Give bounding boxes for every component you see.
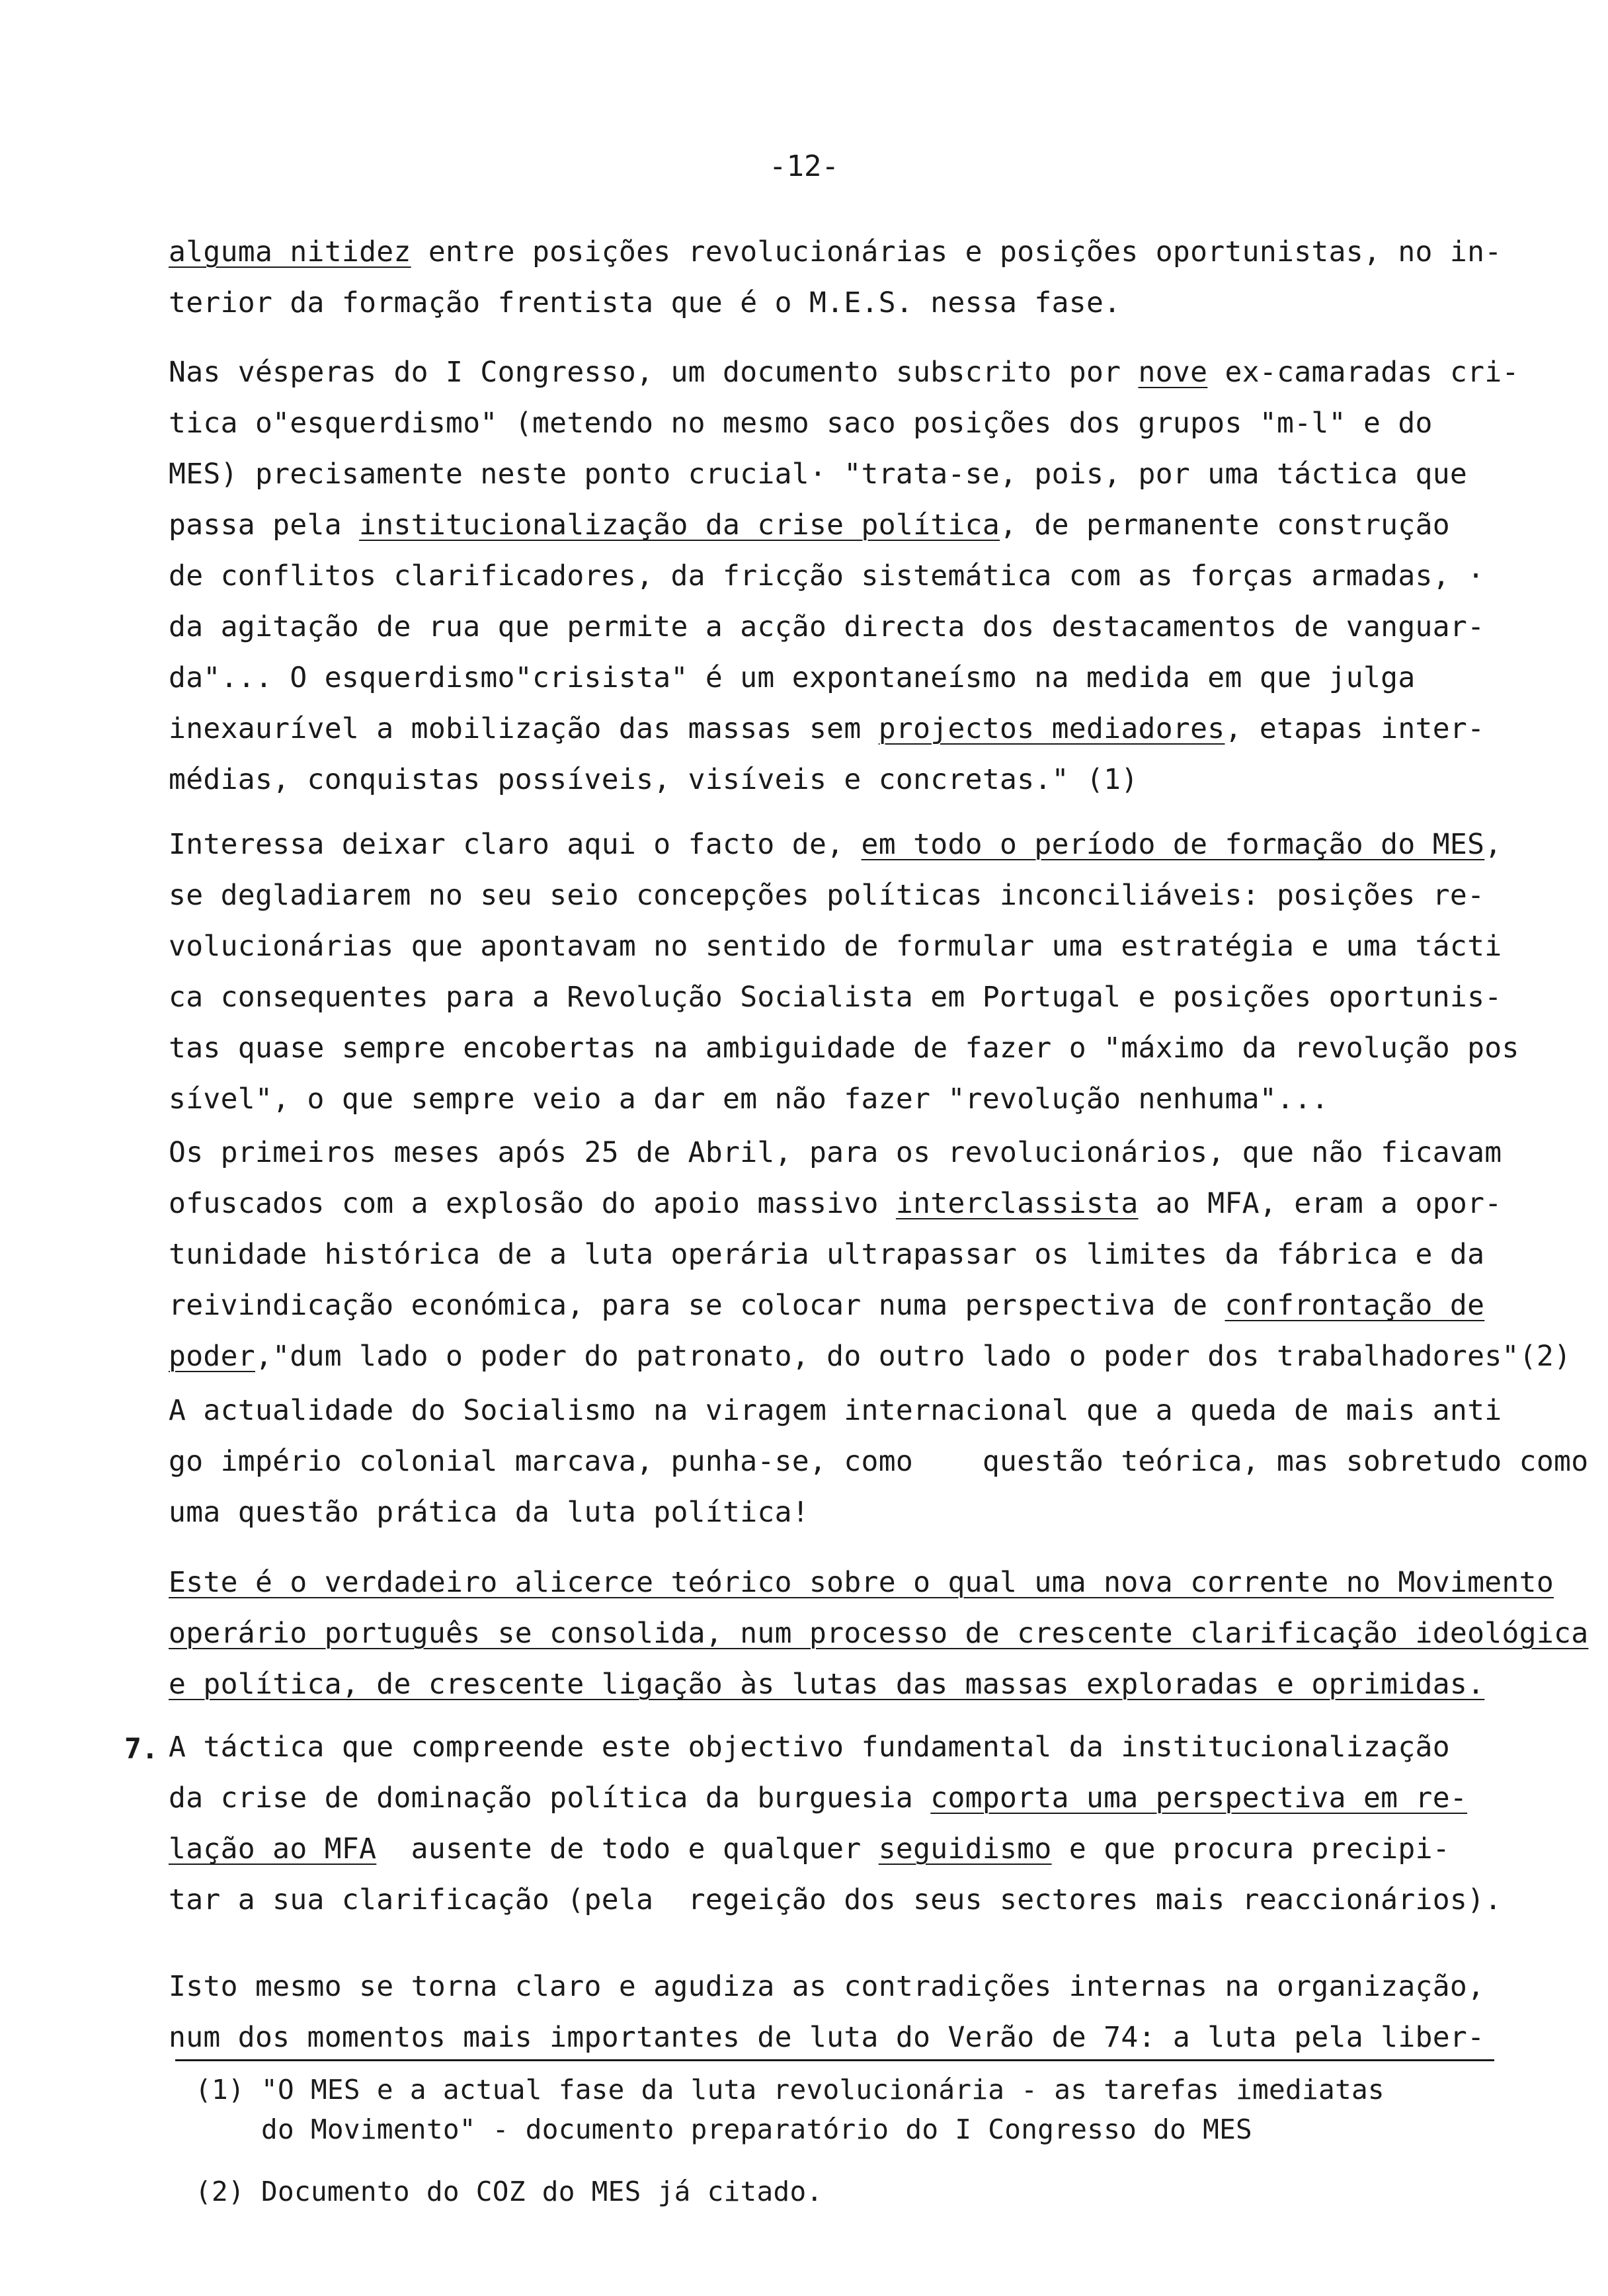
footnote-separator — [175, 2059, 1494, 2061]
text-segment: terior da formação frentista que é o M.E.S. nessa fase. — [169, 286, 1121, 319]
text-segment: de conflitos clarificadores, da fricção sistemática com as forças armadas, · — [169, 559, 1485, 593]
text-line — [169, 1280, 1511, 1331]
text-segment: tar a sua clarificação (pela regeição dos seus sectores mais reaccionários). — [169, 1883, 1502, 1916]
paragraph-5 — [169, 1385, 1589, 1538]
text-line — [169, 653, 1511, 704]
paragraph-4 — [169, 1128, 1572, 1382]
text-segment: ex-camaradas cri- — [1207, 356, 1519, 389]
underlined-text: institucionalização da crise política — [359, 509, 1000, 542]
underlined-text: seguidismo — [878, 1832, 1052, 1866]
underlined-text: confrontação de — [1225, 1289, 1485, 1322]
footnote-label: (2) — [195, 2176, 245, 2207]
text-line — [169, 704, 1511, 755]
text-segment: ca consequentes para a Revolução Socialista em Portugal e posições oportunis- — [169, 981, 1502, 1014]
item-7-paragraph-1 — [169, 1722, 1511, 1926]
text-line — [169, 227, 1511, 278]
text-segment: Isto mesmo se torna claro e agudiza as contradições internas na organização, — [169, 1970, 1485, 2003]
text-segment: tas quase sempre encobertas na ambiguidade de fazer o "máximo da revolução pos — [169, 1032, 1519, 1065]
text-segment: Interessa deixar claro aqui o facto de, — [169, 828, 862, 861]
text-segment: , de permanente construção — [1000, 509, 1450, 542]
text-line — [169, 398, 1511, 449]
underlined-text: interclassista — [895, 1187, 1139, 1220]
text-line — [169, 1773, 1511, 1824]
text-line — [169, 449, 1511, 500]
footnote-text: do Movimento" - documento preparatório do I Congresso do MES — [261, 2113, 1253, 2145]
text-segment: se degladiarem no seu seio concepções políticas inconciliáveis: posições re- — [169, 879, 1485, 912]
text-line — [169, 870, 1511, 921]
text-segment: sível", o que sempre veio a dar em não fazer "revolução nenhuma"... — [169, 1083, 1329, 1116]
underlined-text: lação ao MFA — [169, 1832, 377, 1866]
text-line — [169, 1659, 1511, 1710]
page-number: -12- — [769, 149, 839, 183]
footnote — [195, 2172, 1451, 2211]
text-segment: go império colonial marcava, punha-se, como questão teórica, mas sobretudo como — [169, 1445, 1589, 1478]
text-line — [169, 278, 1511, 329]
paragraph-1 — [169, 227, 1511, 329]
text-line — [169, 500, 1511, 551]
underlined-text: nove — [1138, 356, 1208, 389]
text-segment: médias, conquistas possíveis, visíveis e concretas." (1) — [169, 763, 1139, 796]
footnote-text: Documento do COZ do MES já citado. — [261, 2176, 823, 2207]
underlined-text: poder — [169, 1340, 255, 1373]
text-segment: uma questão prática da luta política! — [169, 1496, 809, 1529]
text-segment: e que procura precipi- — [1051, 1832, 1450, 1866]
text-segment: , etapas inter- — [1225, 712, 1485, 745]
text-segment: reivindicação económica, para se colocar numa perspectiva de — [169, 1289, 1225, 1322]
text-line — [169, 1557, 1554, 1608]
text-segment: da crise de dominação política da burguesia — [169, 1782, 931, 1815]
footnote-label: (1) — [195, 2074, 245, 2106]
text-line — [169, 602, 1511, 653]
text-line — [169, 819, 1511, 870]
text-segment: tunidade histórica de a luta operária ultrapassar os limites da fábrica e da — [169, 1238, 1485, 1271]
text-segment: Os primeiros meses após 25 de Abril, para os revolucionários, que não ficavam — [169, 1136, 1502, 1169]
text-line — [169, 1961, 1511, 2012]
underlined-text: e política, de crescente ligação às lutas das massas exploradas e oprimidas. — [169, 1668, 1485, 1701]
text-segment: da agitação de rua que permite a acção directa dos destacamentos de vanguar- — [169, 610, 1485, 643]
footnote-line — [195, 2110, 1451, 2149]
text-line — [169, 1875, 1511, 1926]
text-segment: tica o"esquerdismo" (metendo no mesmo saco posições dos grupos "m-l" e do — [169, 407, 1433, 440]
text-segment: ofuscados com a explosão do apoio massivo — [169, 1187, 896, 1220]
footnote-line — [195, 2172, 1451, 2211]
text-segment: ,"dum lado o poder do patronato, do outro lado o poder dos trabalhadores"(2) — [255, 1340, 1572, 1373]
item-7-paragraph-2 — [169, 1961, 1511, 2063]
text-segment: A táctica que compreende este objectivo fundamental da institucionalização — [169, 1731, 1450, 1764]
paragraph-3 — [169, 819, 1519, 1125]
footnote — [195, 2070, 1451, 2149]
text-line — [169, 1229, 1511, 1280]
text-line — [169, 2012, 1511, 2063]
item-number: 7. — [124, 1733, 159, 1766]
text-segment: , — [1484, 828, 1502, 861]
text-line — [169, 1436, 1589, 1487]
text-line — [169, 972, 1511, 1023]
text-line — [169, 1074, 1511, 1125]
text-line — [169, 1128, 1511, 1178]
footnote-line — [195, 2070, 1451, 2110]
text-segment: passa pela — [169, 509, 360, 542]
text-segment: num dos momentos mais importantes de luta do Verão de 74: a luta pela liber- — [169, 2021, 1485, 2054]
text-line — [169, 921, 1511, 972]
text-segment: MES) precisamente neste ponto crucial· "trata-se, pois, por uma táctica que — [169, 458, 1468, 491]
text-segment: ao MFA, eram a opor- — [1138, 1187, 1502, 1220]
text-segment: da"... O esquerdismo"crisista" é um expontaneísmo na medida em que julga — [169, 661, 1416, 694]
text-segment: volucionárias que apontavam no sentido de formular uma estratégia e uma tácti — [169, 930, 1502, 963]
footnote-text: "O MES e a actual fase da luta revolucionária - as tarefas imediatas — [261, 2074, 1385, 2106]
text-line — [169, 551, 1511, 602]
underlined-text: alguma nitidez — [169, 235, 411, 268]
footnotes — [195, 2070, 1451, 2234]
paragraph-6 — [169, 1557, 1589, 1710]
underlined-text: operário português se consolida, num processo de crescente clarificação ideológica — [169, 1617, 1589, 1650]
text-line — [169, 1824, 1511, 1875]
text-line — [169, 1608, 1589, 1659]
text-line — [169, 755, 1511, 805]
text-segment: entre posições revolucionárias e posições oportunistas, no in- — [411, 235, 1502, 268]
text-line — [169, 347, 1519, 398]
text-segment: A actualidade do Socialismo na viragem internacional que a queda de mais anti — [169, 1394, 1502, 1427]
underlined-text: comporta uma perspectiva em re- — [930, 1782, 1468, 1815]
underlined-text: Este é o verdadeiro alicerce teórico sobre o qual uma nova corrente no Movimento — [169, 1566, 1554, 1599]
text-segment: ausente de todo e qualquer — [376, 1832, 879, 1866]
text-line — [169, 1331, 1572, 1382]
text-segment: Nas vésperas do I Congresso, um documento subscrito por — [169, 356, 1139, 389]
text-line — [169, 1722, 1511, 1773]
underlined-text: em todo o período de formação do MES — [861, 828, 1485, 861]
paragraph-2 — [169, 347, 1519, 805]
text-line — [169, 1487, 1511, 1538]
text-line — [169, 1385, 1511, 1436]
text-line — [169, 1023, 1519, 1074]
text-segment: inexaurível a mobilização das massas sem — [169, 712, 879, 745]
underlined-text: projectos mediadores — [878, 712, 1225, 745]
text-line — [169, 1178, 1511, 1229]
